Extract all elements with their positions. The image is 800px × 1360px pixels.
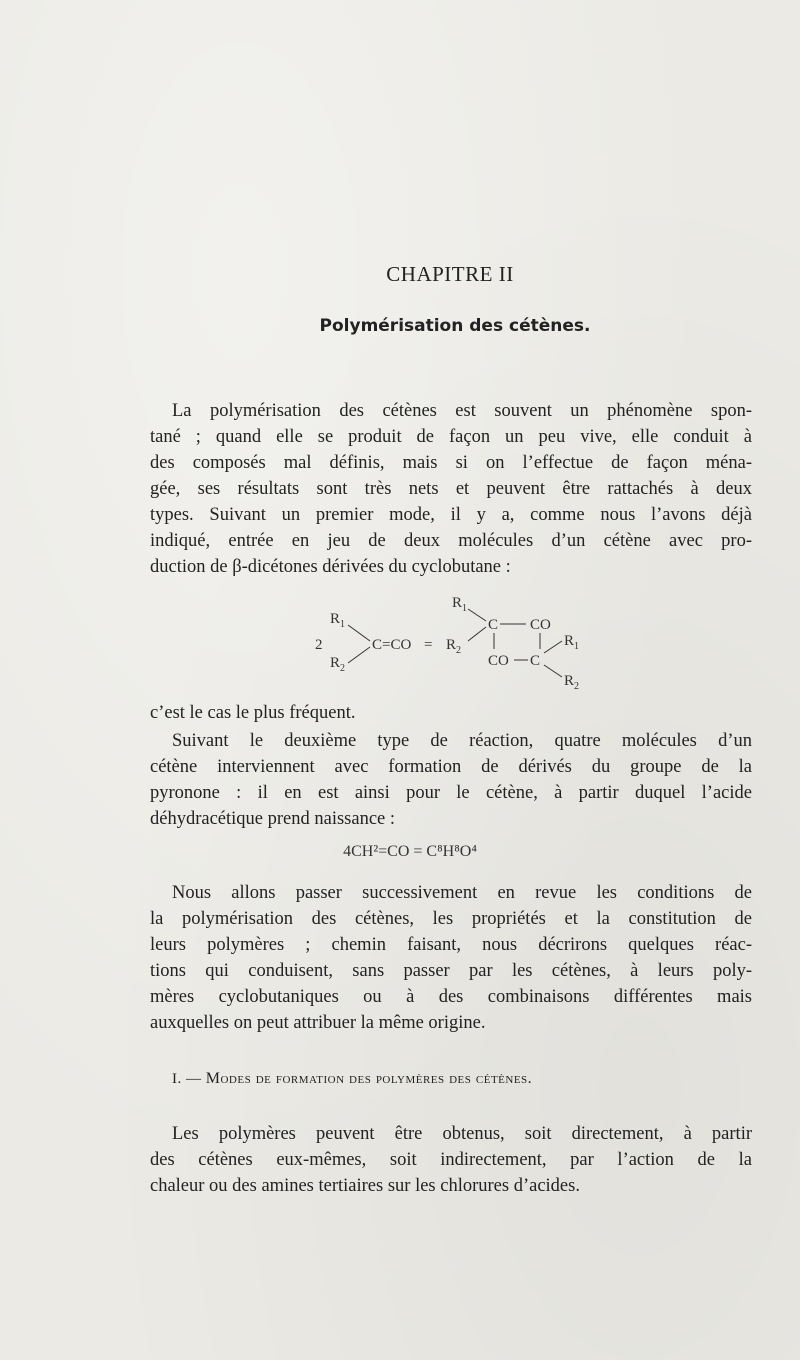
chapter-title: Polymérisation des cétènes.	[319, 316, 591, 336]
text-line: Nous allons passer successivement en revue les conditions de	[172, 883, 752, 903]
formula-co-bottom: CO	[488, 653, 509, 669]
text-line: Suivant le deuxième type de réaction, quatre molécules d’un	[172, 731, 752, 751]
bond-line	[348, 647, 370, 663]
text-line: c’est le cas le plus fréquent.	[150, 703, 356, 723]
dehydracetic-formula: 4CH²=CO = C⁸H⁸O⁴	[343, 843, 477, 860]
bond-line	[544, 641, 562, 653]
formula-coefficient: 2	[315, 637, 323, 653]
section-number: I. —	[172, 1071, 202, 1087]
section-title: Modes de formation des polymères des cétènes.	[205, 1070, 533, 1087]
dimerization-formula	[300, 585, 620, 695]
formula-equals: =	[424, 637, 433, 653]
formula-r1-right: $R_1$	[564, 633, 580, 652]
text-line: Les polymères peuvent être obtenus, soit directement, à partir	[172, 1124, 752, 1144]
text-line: la polymérisation des cétènes, les propriétés et la constitution de	[150, 909, 752, 929]
text-line: indiqué, entrée en jeu de deux molécules d’un cétène avec pro-	[150, 531, 752, 551]
paragraph-note	[150, 700, 752, 726]
text-line: des cétènes eux-mêmes, soit indirectement, par l’action de la	[150, 1150, 752, 1170]
text-line: La polymérisation des cétènes est souvent un phénomène spon-	[172, 401, 752, 421]
bond-line	[468, 627, 486, 641]
text-line: gée, ses résultats sont très nets et peuvent être rattachés à deux	[150, 479, 752, 499]
paragraph-intro	[150, 398, 752, 580]
formula-co-top: CO	[530, 617, 551, 633]
paragraph-modes	[150, 1121, 752, 1199]
formula-r2-mid: $R_2$	[446, 637, 462, 656]
formula-c-top: C	[488, 617, 499, 633]
text-line: chaleur ou des amines tertiaires sur les chlorures d’acides.	[150, 1176, 580, 1196]
formula-r1-left: $R_1$	[330, 611, 346, 630]
formula-c-bottom: C	[530, 653, 541, 669]
text-line: duction de β-dicétones dérivées du cyclobutane :	[150, 557, 511, 577]
paragraph-overview	[150, 880, 752, 1036]
text-line: déhydracétique prend naissance :	[150, 809, 396, 829]
paragraph-second-type	[150, 728, 752, 832]
text-line: pyronone : il en est ainsi pour le cétène, à partir duquel l’acide	[150, 783, 752, 803]
bond-line	[348, 625, 370, 641]
chapter-heading: CHAPITRE II	[386, 262, 514, 286]
text-line: auxquelles on peut attribuer la même origine.	[150, 1013, 486, 1033]
formula-r2-left: $R_2$	[330, 655, 346, 674]
text-line: tané ; quand elle se produit de façon un peu vive, elle conduit à	[150, 427, 752, 447]
text-line: cétène interviennent avec formation de dérivés du groupe de la	[150, 757, 752, 777]
text-line: types. Suivant un premier mode, il y a, comme nous l’avons déjà	[150, 505, 752, 525]
text-line: tions qui conduisent, sans passer par les cétènes, à leurs poly-	[150, 961, 752, 981]
text-line: mères cyclobutaniques ou à des combinaisons différentes mais	[150, 987, 752, 1007]
text-line: des composés mal définis, mais si on l’effectue de façon ména-	[150, 453, 752, 473]
formula-r1-top: $R_1$	[452, 595, 468, 614]
bond-line	[468, 609, 486, 621]
formula-r2-right: $R_2$	[564, 673, 580, 692]
section-heading	[172, 1070, 772, 1088]
text-line: leurs polymères ; chemin faisant, nous décrirons quelques réac-	[150, 935, 752, 955]
bond-line	[544, 665, 562, 677]
formula-ketene: C=CO	[372, 637, 412, 653]
